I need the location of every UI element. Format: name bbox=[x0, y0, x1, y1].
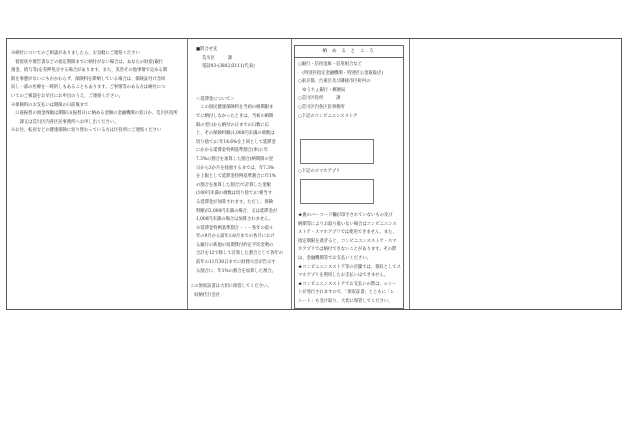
inquiry-phone: 電話03-(3802)3111(代表) bbox=[202, 64, 255, 70]
place-line: ゆうちょ銀行・郵便局 bbox=[298, 87, 346, 93]
receipt-sheet bbox=[6, 38, 622, 310]
column-divider-1 bbox=[187, 39, 188, 309]
delay-line: 1,000円未満の場合は加算されません。 bbox=[196, 217, 274, 223]
place-line: (特別区指定金融機関・特別区公金取扱店) bbox=[298, 70, 383, 76]
notice-line: 預金、給与等)を差押処分する場合があります。また、災害その他事情で定める期 bbox=[11, 68, 168, 74]
notice-line: 口座振替の預金残額は期限日(振替日)に納める金額の金融機関の窓口か、荒川区役所 bbox=[11, 111, 178, 117]
inquiry-heading: ■問合せ先 bbox=[196, 47, 218, 52]
notice-line: ※納付についてのご相談がありましたら、お気軽にご連絡ください bbox=[11, 51, 140, 56]
notice-line: 収し一部の医療を一時的しもあることもあります。ご事情等のある方は納付につ bbox=[11, 85, 166, 91]
delay-fee-heading: ＜延滞金について＞ bbox=[196, 96, 235, 102]
delay-line: 前年の11月30日までに財務大臣が告示す bbox=[196, 260, 276, 266]
note-line: 指定期限を過ぎると、コンビニエンスストア・スマ bbox=[298, 238, 397, 244]
delay-line: る銀行の新規の短期貸付約定平均金利の bbox=[196, 242, 274, 248]
note-line: ★コンビニエンスストアでお支払いの際は、レシー bbox=[298, 281, 397, 287]
note-line: 納期等によりお取り扱いない場合はコンビニエンス bbox=[298, 221, 397, 227]
notice-line: 課又は荒川区内各区民事務所へお申し出ください。 bbox=[11, 119, 119, 125]
place-line: ○東京都、台東区及び隣接市区町村の bbox=[298, 79, 371, 85]
delay-line: 合計を12で除して計算した割合として各年の bbox=[196, 251, 284, 257]
notice-line: いてのご相談をお早目にお申出のうえ、ご連絡ください。 bbox=[11, 93, 123, 99]
note-line: ホアプリでは納付できないことがあります。その際 bbox=[298, 247, 397, 253]
delay-line: 料額が2,000円未満の場合、又は延滞金が bbox=[196, 208, 278, 214]
delay-line: を上限として延滞金特例基準割合に年1% bbox=[196, 174, 276, 180]
note-line: ★裏のバーコード欄が印字されていないもの及び bbox=[298, 213, 393, 218]
note-line: は、金融機関等でお支払いください。 bbox=[298, 255, 372, 261]
delay-line: にかかる延滞金特例基準割合(率)に年 bbox=[196, 148, 269, 154]
delay-line: の割合を加算した割合)で計算した金額 bbox=[196, 182, 271, 188]
place-line: ○荒川区役所 課 bbox=[298, 96, 341, 102]
notice-line: ※お住、転居などの健康保険に切り替わっている方は区役所にご連絡ください bbox=[11, 128, 162, 134]
convenience-store-label: ○下記のコンビニエンスストア bbox=[298, 113, 358, 119]
place-line: ○銀行・信用金庫・信用組合など bbox=[298, 62, 362, 67]
delay-line: る割合に、年1%の割合を加算した割合。 bbox=[196, 268, 276, 274]
inquiry-office: 荒川区 課 bbox=[202, 55, 233, 61]
note-line: ★コンビニエンスストア等の店舗では、領収としてス bbox=[298, 264, 401, 270]
receipt-footer bbox=[190, 284, 290, 301]
notice-line: 督促状や催告書などの指定期限までに納付がない場合は、あなたの財産(銀行 bbox=[11, 59, 164, 65]
column-divider-3 bbox=[409, 39, 410, 309]
smartphone-app-label: ○下記のスマホアプリ bbox=[298, 169, 341, 174]
convenience-store-logo-box bbox=[300, 139, 374, 164]
note-line: マホアプリを利用したお支払いはできません。 bbox=[298, 273, 389, 279]
delay-line: 7.3%の割合を加算した割合(納期限の翌 bbox=[196, 156, 274, 162]
payment-notice-column bbox=[11, 51, 181, 137]
delay-line: (100円未満の端数は切り捨て)に相当す bbox=[196, 191, 273, 197]
inquiry-and-delay-column bbox=[196, 47, 291, 277]
smartphone-app-logo-box bbox=[300, 179, 374, 204]
delay-line: る延滞金が加算されます。ただし、保険 bbox=[196, 199, 273, 205]
keep-receipt-note: この領収証書は大切に保管してください。 bbox=[190, 284, 272, 289]
note-line: トが発行されますので、「領収証書」とともに「レ bbox=[298, 290, 395, 296]
column-divider-2 bbox=[291, 39, 292, 309]
delay-line: ※延滞金特例基準割合・・・各年の前々 bbox=[196, 225, 274, 231]
notice-line: 限を事態がないにもかかわらず、保険料を滞納している場合は、保険証付け含回 bbox=[11, 76, 166, 82]
delay-line: この国民健康保険料を当初の納期限ま bbox=[196, 105, 274, 111]
delay-line: じ、その保険料額(1,000円未満の端数は bbox=[196, 131, 275, 137]
place-line: ○荒川区内各区民事務所 bbox=[298, 104, 345, 110]
delay-line: 限の翌日から納付の日までの日数に応 bbox=[196, 122, 270, 128]
delay-line: 年の9月から前年の8月までの各月におけ bbox=[196, 234, 275, 240]
notice-line: ※保険料のお支払いは期限の日前後まで bbox=[11, 102, 89, 108]
note-line: シート」も受け取り、大切に保管してください。 bbox=[298, 298, 393, 304]
payment-places-box bbox=[294, 45, 404, 309]
delay-line: 日から3か月を経過するまでは、年7.3% bbox=[196, 165, 275, 171]
note-line: ストア・スマホアプリでは使用できません。また、 bbox=[298, 230, 397, 236]
payment-places-title: 納 め る と こ ろ bbox=[295, 46, 403, 58]
delay-line: 切り捨て)に年14.6%を上回として延滞金 bbox=[196, 139, 276, 145]
delay-line: でに納付しなかったときは、当初の納期 bbox=[196, 113, 274, 119]
payment-notes bbox=[298, 213, 402, 308]
smartphone-app-label-wrap bbox=[298, 169, 402, 178]
payment-places-list bbox=[298, 62, 402, 122]
collection-agent-label: 収納代行会社 bbox=[190, 292, 221, 298]
